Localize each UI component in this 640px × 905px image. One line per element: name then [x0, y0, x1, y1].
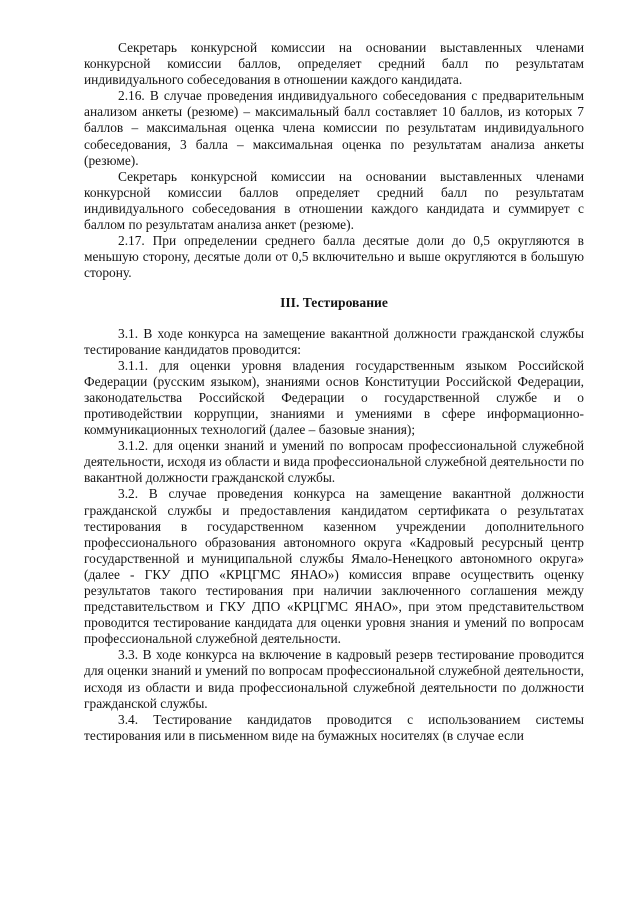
paragraph-3-1: 3.1. В ходе конкурса на замещение вакантной должности гражданской службы тестирование кандидатов проводится:: [84, 325, 584, 357]
paragraph-2-17: 2.17. При определении среднего балла десятые доли до 0,5 округляются в меньшую сторону, десятые доли от 0,5 включительно и выше округляются в большую сторону.: [84, 233, 584, 281]
section-heading-testing: III. Тестирование: [280, 295, 388, 311]
document-page: [84, 40, 584, 744]
paragraph-3-2: 3.2. В случае проведения конкурса на замещение вакантной должности гражданской службы и предоставления кандидатом сертификата о результатах тестирования в государственном казенном учреждении дополнительного профессионального образования автономного округа «Кадровый ресурсный центр государственной и муниципальной службы Ямало-Ненецкого автономного округа» (далее - ГКУ ДПО «КРЦГМС ЯНАО») комиссия вправе осуществить оценку результатов такого тестирования при наличии заключенного соглашения между представительством и ГКУ ДПО «КРЦГМС ЯНАО», при этом представительством проводится тестирование кандидата для оценки уровня знания и умений по вопросам профессиональной служебной деятельности.: [84, 486, 584, 647]
paragraph-3-4: 3.4. Тестирование кандидатов проводится с использованием системы тестирования или в письменном виде на бумажных носителях (в случае если: [84, 711, 584, 743]
paragraph-3-1-1: 3.1.1. для оценки уровня владения государственным языком Российской Федерации (русским языком), знаниями основ Конституции Российской Федерации, законодательства Российской Федерации о государственной службе и о противодействии коррупции, знаниями и умениями в сфере информационно-коммуникационных технологий (далее – базовые знания);: [84, 357, 584, 438]
paragraph-secretary-average: Секретарь конкурсной комиссии на основании выставленных членами конкурсной комиссии баллов, определяет средний балл по результатам индивидуального собеседования в отношении каждого кандидата.: [84, 40, 584, 88]
paragraph-3-3: 3.3. В ходе конкурса на включение в кадровый резерв тестирование проводится для оценки знаний и умений по вопросам профессиональной служебной деятельности, исходя из области и вида профессиональной служебной деятельности по должности гражданской службы.: [84, 647, 584, 711]
paragraph-secretary-sum: Секретарь конкурсной комиссии на основании выставленных членами конкурсной комиссии баллов определяет средний балл по результатам индивидуального собеседования в отношении каждого кандидата и суммирует с баллом по результатам анализа анкет (резюме).: [84, 168, 584, 233]
paragraph-3-1-2: 3.1.2. для оценки знаний и умений по вопросам профессиональной служебной деятельности, исходя из области и вида профессиональной служебной деятельности по вакантной должности гражданской службы.: [84, 438, 584, 486]
paragraph-2-16: 2.16. В случае проведения индивидуального собеседования с предварительным анализом анкеты (резюме) – максимальный балл составляет 10 баллов, из которых 7 баллов – максимальная оценка члена комиссии по результатам индивидуального собеседования, 3 балла – максимальная оценка по результатам анализа анкеты (резюме).: [84, 88, 584, 168]
